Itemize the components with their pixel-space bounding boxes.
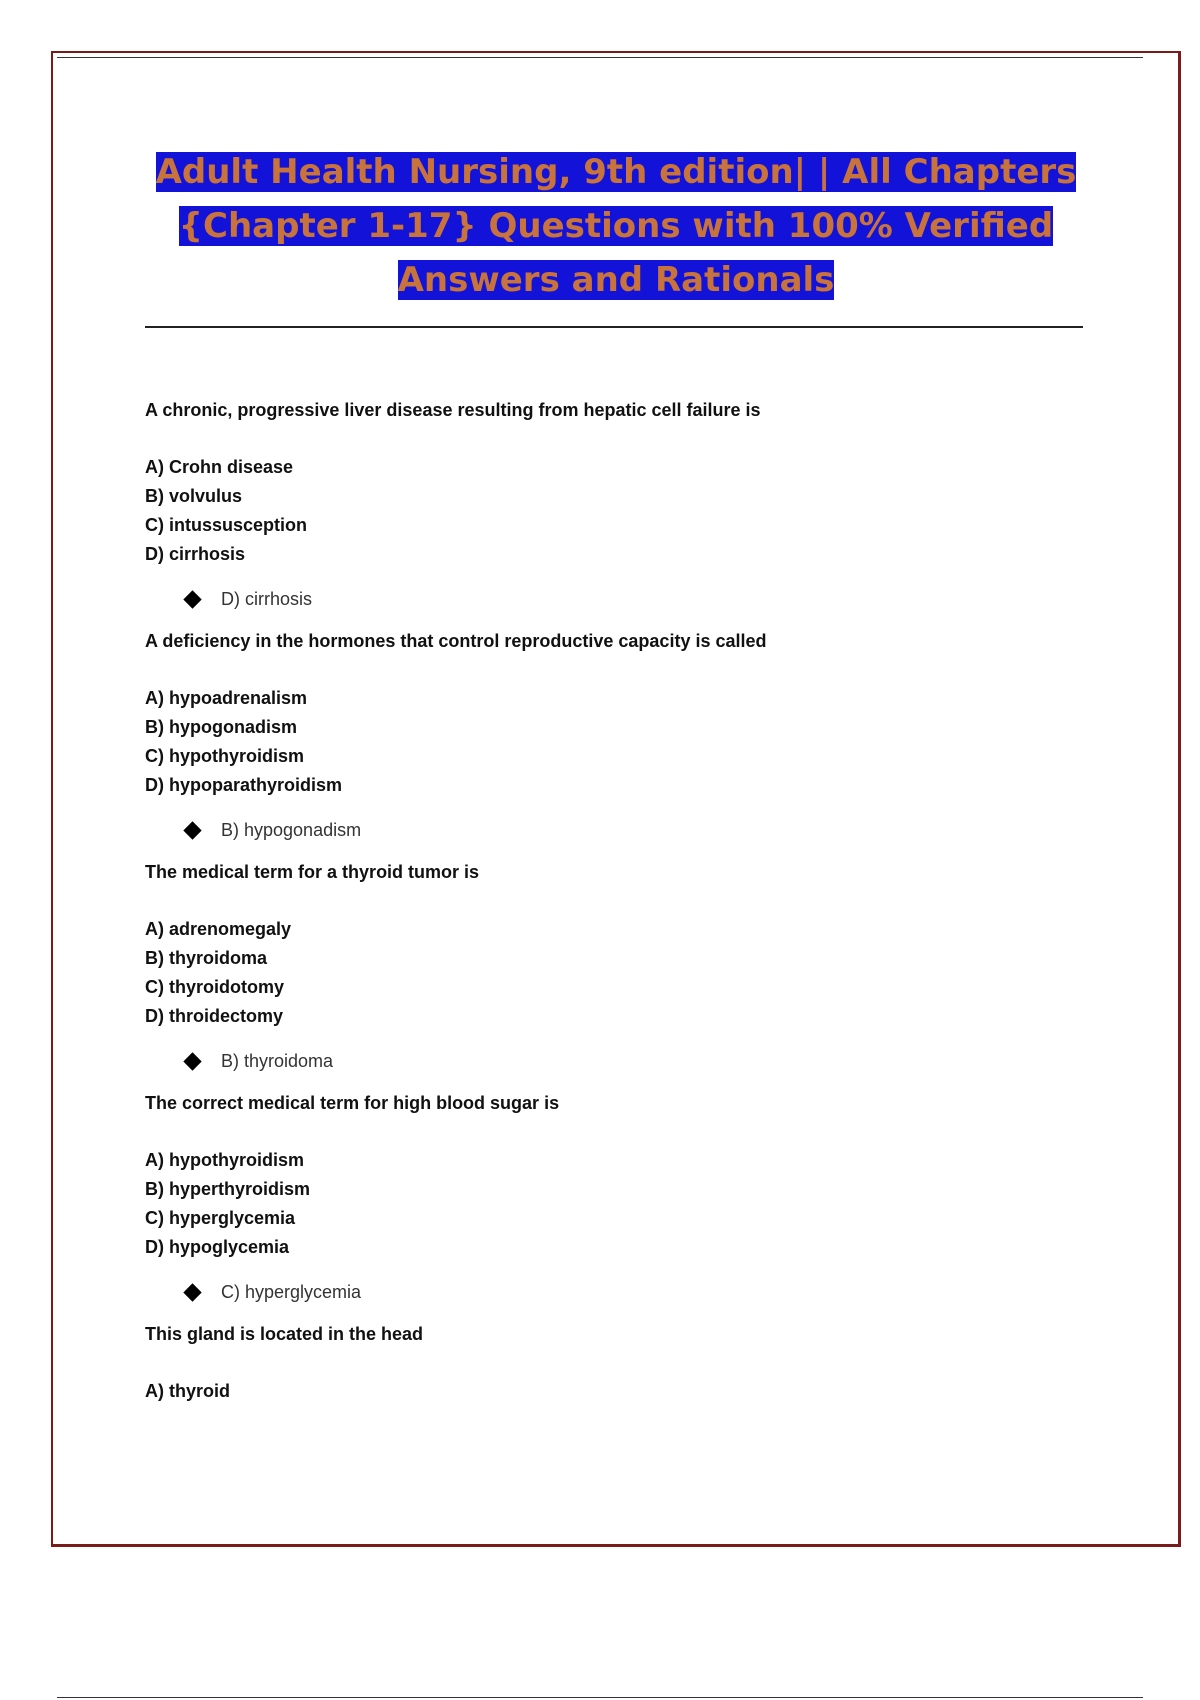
question-text: A chronic, progressive liver disease resulting from hepatic cell failure is bbox=[145, 400, 761, 420]
option-a: A) thyroid bbox=[145, 1381, 230, 1401]
option-d: D) hypoglycemia bbox=[145, 1237, 290, 1257]
diamond-bullet-icon bbox=[183, 1283, 201, 1301]
answer-line bbox=[183, 585, 1085, 613]
option-list bbox=[145, 684, 1085, 800]
option-d: D) cirrhosis bbox=[145, 544, 246, 564]
option-c: C) thyroidotomy bbox=[145, 977, 284, 997]
title-line-3: Answers and Rationals bbox=[397, 260, 835, 300]
option-c: C) intussusception bbox=[145, 515, 308, 535]
option-list bbox=[145, 1377, 1085, 1406]
question-text: A deficiency in the hormones that control reproductive capacity is called bbox=[145, 631, 767, 651]
option-a: A) hypothyroidism bbox=[145, 1150, 305, 1170]
option-b: B) hypogonadism bbox=[145, 717, 297, 737]
diamond-bullet-icon bbox=[183, 821, 201, 839]
top-rule bbox=[57, 57, 1143, 58]
option-b: B) volvulus bbox=[145, 486, 243, 506]
question-block-5 bbox=[145, 1320, 1085, 1406]
answer-text: C) hyperglycemia bbox=[221, 1282, 362, 1302]
option-c: C) hypothyroidism bbox=[145, 746, 305, 766]
question-block-1 bbox=[145, 396, 1085, 613]
answer-text: B) thyroidoma bbox=[221, 1051, 334, 1071]
option-list bbox=[145, 453, 1085, 569]
title-line-1: Adult Health Nursing, 9th edition| | All Chapters bbox=[155, 152, 1077, 192]
answer-line bbox=[183, 1278, 1085, 1306]
option-b: B) hyperthyroidism bbox=[145, 1179, 311, 1199]
option-list bbox=[145, 1146, 1085, 1262]
bottom-page-rule bbox=[57, 1697, 1143, 1698]
diamond-bullet-icon bbox=[183, 590, 201, 608]
title-line-2: {Chapter 1-17} Questions with 100% Verified bbox=[178, 206, 1054, 246]
answer-line bbox=[183, 1047, 1085, 1075]
option-d: D) hypoparathyroidism bbox=[145, 775, 343, 795]
option-a: A) adrenomegaly bbox=[145, 919, 292, 939]
question-block-4 bbox=[145, 1089, 1085, 1306]
questions-list bbox=[145, 396, 1085, 1406]
option-a: A) Crohn disease bbox=[145, 457, 294, 477]
question-text: This gland is located in the head bbox=[145, 1324, 424, 1344]
document-title bbox=[140, 145, 1092, 307]
answer-text: B) hypogonadism bbox=[221, 820, 362, 840]
question-block-2 bbox=[145, 627, 1085, 844]
option-a: A) hypoadrenalism bbox=[145, 688, 308, 708]
question-text: The medical term for a thyroid tumor is bbox=[145, 862, 480, 882]
title-divider bbox=[145, 326, 1083, 328]
option-b: B) thyroidoma bbox=[145, 948, 268, 968]
question-block-3 bbox=[145, 858, 1085, 1075]
diamond-bullet-icon bbox=[183, 1052, 201, 1070]
option-d: D) throidectomy bbox=[145, 1006, 284, 1026]
option-list bbox=[145, 915, 1085, 1031]
option-c: C) hyperglycemia bbox=[145, 1208, 296, 1228]
answer-text: D) cirrhosis bbox=[221, 589, 313, 609]
question-text: The correct medical term for high blood sugar is bbox=[145, 1093, 560, 1113]
answer-line bbox=[183, 816, 1085, 844]
